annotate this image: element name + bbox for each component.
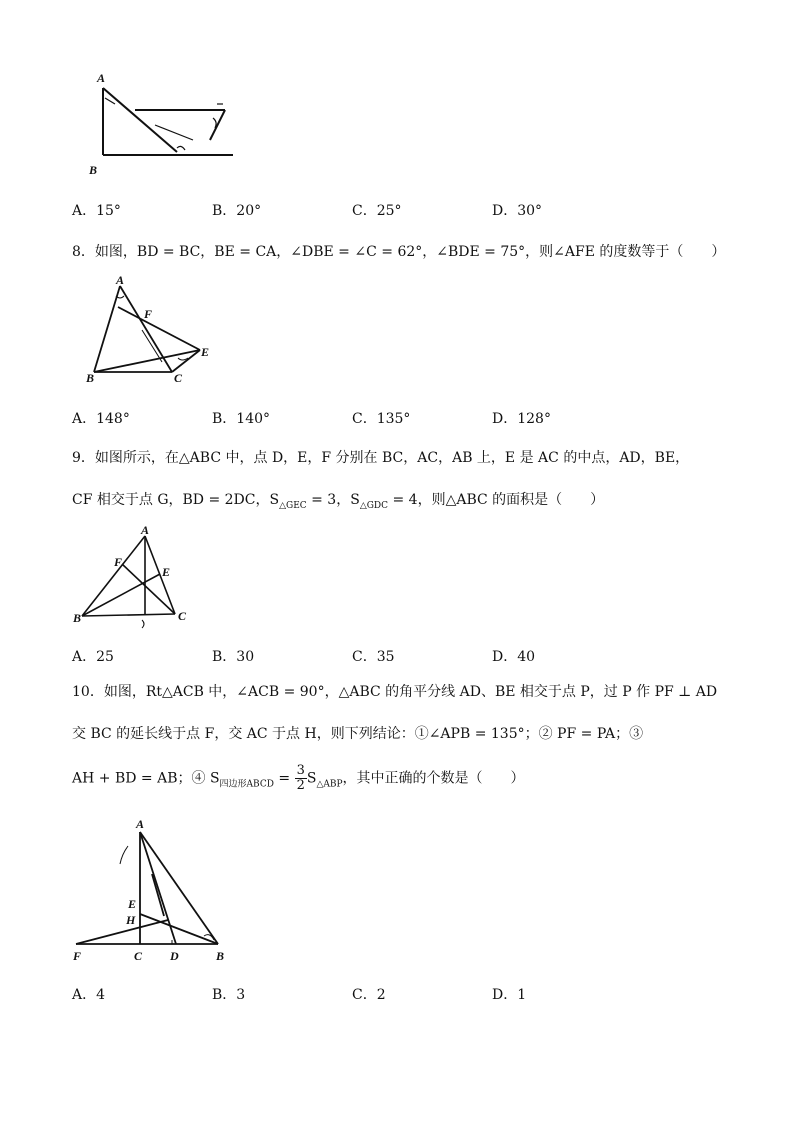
q9-line2-part-b: = 3，S <box>306 492 360 508</box>
q8-option-d[interactable]: D．128° <box>492 411 551 427</box>
q9-line2-sub1: △GEC <box>279 500 307 511</box>
q9-option-a[interactable]: A．25 <box>72 649 114 665</box>
q8-label-c: C <box>174 371 183 385</box>
q10-option-a[interactable]: A．4 <box>72 987 106 1003</box>
q10-figure <box>68 816 243 966</box>
q7-option-b[interactable]: B．20° <box>212 203 262 219</box>
q9-label-b: B <box>73 611 82 625</box>
q10-frac-num: 3 <box>296 763 305 778</box>
q10-line3-sub1: 四边形ABCD <box>219 779 274 790</box>
q8-label-f: F <box>144 307 153 321</box>
q10-label-b: B <box>216 949 225 963</box>
q7-option-c[interactable]: C．25° <box>352 203 402 219</box>
q10-label-f: F <box>73 949 82 963</box>
q8-options <box>72 408 672 428</box>
q9-line2-part-a: CF 相交于点 G，BD = 2DC，S <box>72 492 280 508</box>
q10-label-c: C <box>134 949 143 963</box>
q9-label-f: F <box>114 555 123 569</box>
q7-option-a[interactable]: A．15° <box>72 203 121 219</box>
q10-line1: 10．如图，Rt△ACB 中，∠ACB = 90°，△ABC 的角平分线 AD、BE 相交于点 P，过 P 作 PF ⊥ AD <box>72 684 718 700</box>
q10-option-b[interactable]: B．3 <box>212 987 246 1003</box>
q10-label-h: H <box>126 913 136 927</box>
q9-options <box>72 646 672 666</box>
q9-label-e: E <box>162 565 171 579</box>
q10-line3-part-b: S <box>306 770 317 787</box>
q9-line2-sub2: △GDC <box>359 500 389 511</box>
q7-option-d[interactable]: D．30° <box>492 203 543 219</box>
q8-label-a: A <box>116 273 125 287</box>
q8-label-e: E <box>201 345 210 359</box>
q8-label-b: B <box>86 371 95 385</box>
q10-line3-eq: = <box>273 770 295 787</box>
q7-figure <box>85 70 245 180</box>
q9-option-b[interactable]: B．30 <box>212 649 255 665</box>
q9-label-c: C <box>178 609 187 623</box>
q10-line2: 交 BC 的延长线于点 F，交 AC 于点 H，则下列结论：①∠APB = 135°；② PF = PA；③ <box>72 726 644 742</box>
q7-label-b: B <box>89 163 98 177</box>
q9-figure <box>70 524 200 634</box>
q8-figure <box>82 272 222 387</box>
q8-stem: 8．如图，BD = BC，BE = CA，∠DBE = ∠C = 62°，∠BDE = 75°，则∠AFE 的度数等于（ ） <box>72 244 726 260</box>
q10-label-d: D <box>170 949 179 963</box>
q10-line3 <box>72 764 525 793</box>
q10-label-a: A <box>136 817 145 831</box>
q10-frac-den: 2 <box>296 778 305 793</box>
q10-option-c[interactable]: C．2 <box>352 987 386 1003</box>
q10-options <box>72 984 672 1004</box>
q10-line3-part-a: AH + BD = AB；④ S <box>72 770 220 787</box>
q10-label-e: E <box>128 897 137 911</box>
q10-option-d[interactable]: D．1 <box>492 987 527 1003</box>
q8-option-c[interactable]: C．135° <box>352 411 411 427</box>
q9-line2 <box>72 489 604 511</box>
q8-option-a[interactable]: A．148° <box>72 411 130 427</box>
q9-line2-part-c: = 4，则△ABC 的面积是（ ） <box>388 492 605 508</box>
q9-option-c[interactable]: C．35 <box>352 649 395 665</box>
q8-option-b[interactable]: B．140° <box>212 411 271 427</box>
q7-options <box>72 200 672 220</box>
q10-line3-part-c: ，其中正确的个数是（ ） <box>342 770 525 787</box>
q9-line1: 9．如图所示，在△ABC 中，点 D，E，F 分别在 BC，AC，AB 上，E 是 AC 的中点，AD，BE， <box>72 450 690 466</box>
q9-option-d[interactable]: D．40 <box>492 649 536 665</box>
q7-label-a: A <box>97 71 106 85</box>
q10-fraction <box>295 764 307 793</box>
q9-label-a: A <box>141 524 150 537</box>
q10-line3-sub2: △ABP <box>316 779 343 790</box>
